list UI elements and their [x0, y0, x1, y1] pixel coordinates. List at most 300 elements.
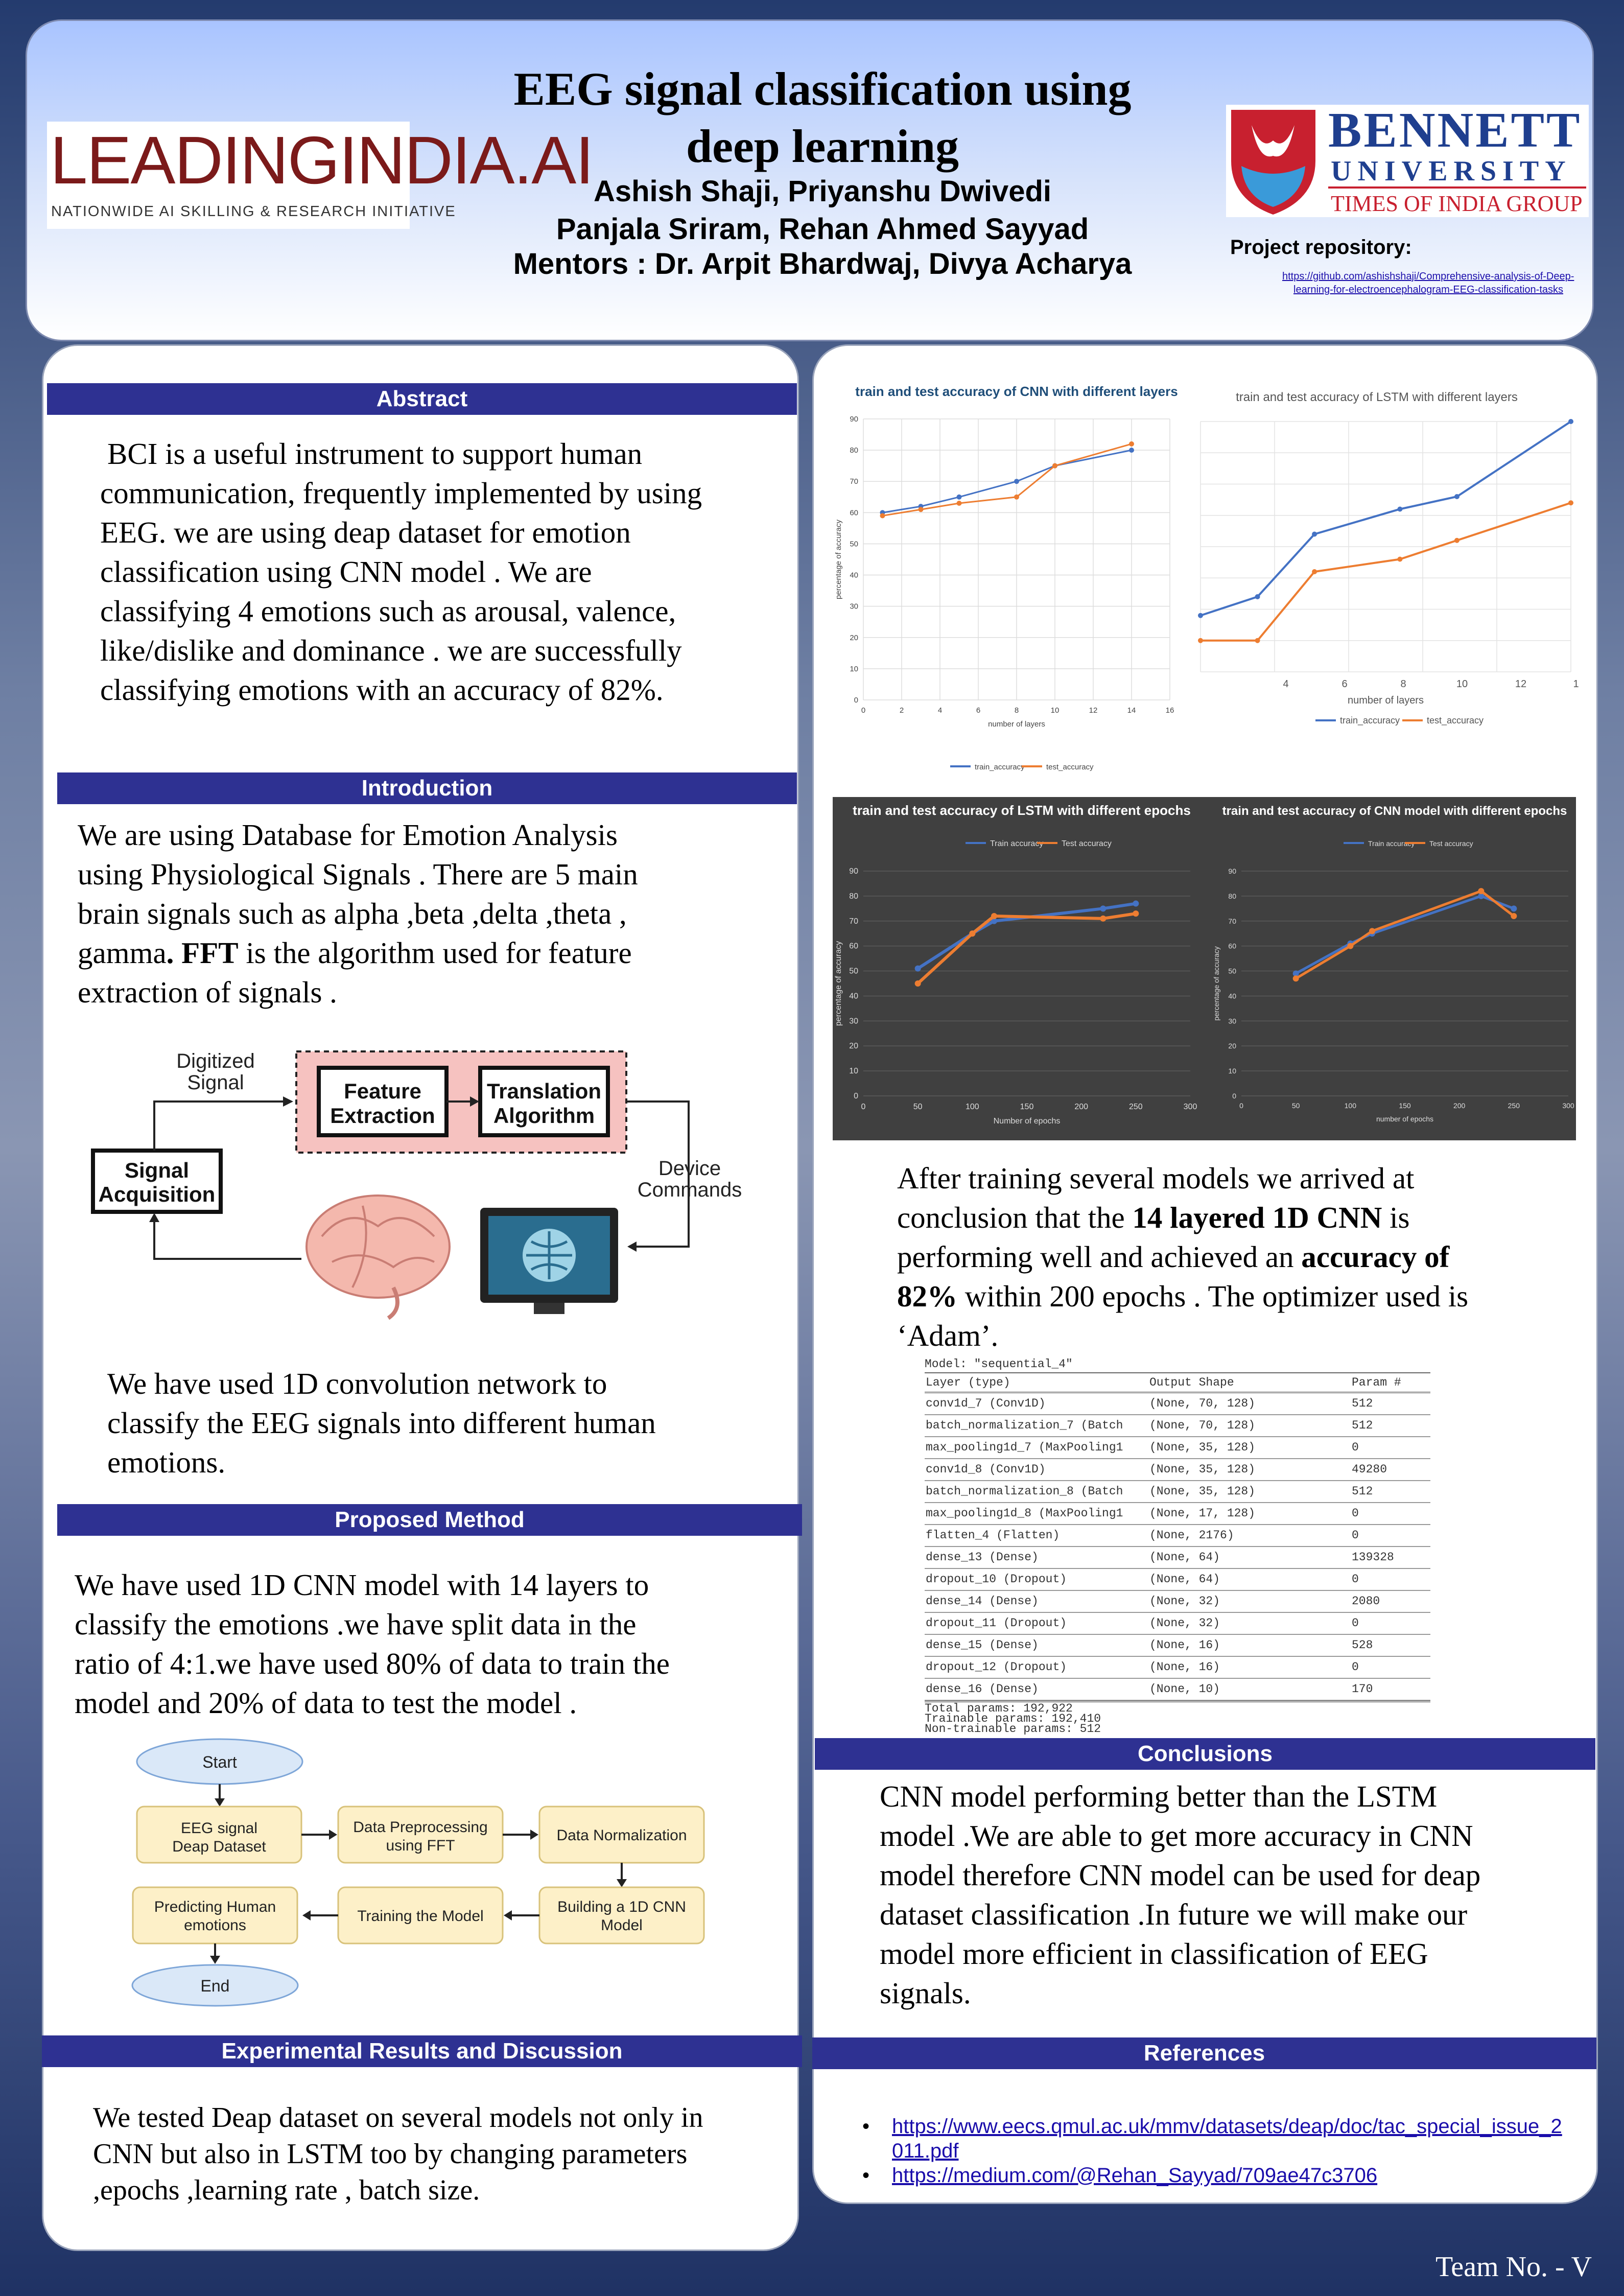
data-point [1255, 638, 1260, 643]
poster-title-line1: EEG signal classification using [513, 63, 1132, 115]
data-point [1014, 495, 1019, 500]
data-point [969, 930, 975, 936]
bennett-crest-icon [1226, 105, 1321, 217]
data-point [1369, 928, 1375, 934]
conv-network-text [107, 1364, 723, 1482]
start-label: Start [202, 1753, 237, 1771]
arrowhead [283, 1096, 293, 1107]
y-tick-label: 50 [850, 540, 858, 549]
x-tick-label: 14 [1127, 706, 1136, 715]
y-tick-label: 40 [849, 992, 858, 1001]
x-tick-label: 150 [1399, 1102, 1411, 1110]
y-axis-label: percentage of accuracy [834, 520, 843, 599]
data-point [1100, 916, 1106, 922]
model-summary-row [925, 1503, 1430, 1525]
experimental-heading: Experimental Results and Discussion [42, 2035, 802, 2067]
data-point [1312, 532, 1317, 537]
preproc-label: Data Preprocessing [353, 1819, 488, 1836]
layer-cell: dropout_10 (Dropout) [926, 1573, 1067, 1586]
params-cell: 0 [1352, 1573, 1359, 1586]
x-tick-label: 12 [1515, 678, 1527, 690]
x-tick-label: 100 [1344, 1102, 1357, 1110]
intro-line: brain signals such as alpha ,beta ,delta ,theta , [78, 897, 627, 930]
y-tick-label: 90 [1228, 867, 1236, 875]
experimental-line: ,epochs ,learning rate , batch size. [93, 2174, 480, 2206]
authors-line1: Ashish Shaji, Priyanshu Dwivedi [593, 175, 1052, 208]
data-point [915, 980, 921, 987]
series-line [1296, 891, 1514, 978]
dataset-label: Deap Dataset [172, 1838, 266, 1855]
total-params: Total params: 192,922 [925, 1702, 1073, 1715]
references-heading: References [812, 2037, 1596, 2069]
x-tick-label: 8 [1014, 706, 1019, 715]
model-summary-row [925, 1415, 1430, 1437]
model-summary-row [925, 1525, 1430, 1547]
results-line [897, 1198, 1557, 1237]
x-tick-label: 16 [1165, 706, 1174, 715]
conv-line: classify the EEG signals into different human [107, 1406, 656, 1440]
device-label: Commands [637, 1179, 742, 1201]
data-point [1198, 613, 1203, 618]
conclusion-line: CNN model performing better than the LSTM [880, 1779, 1438, 1813]
params-cell: 512 [1352, 1419, 1373, 1432]
y-tick-label: 90 [850, 415, 858, 424]
intro-gamma: gamma [78, 936, 167, 970]
y-tick-label: 60 [850, 508, 858, 518]
params-cell: 170 [1352, 1682, 1373, 1696]
reference-link-medium[interactable]: https://medium.com/@Rehan_Sayyad/709ae47c3706 [892, 2164, 1378, 2187]
device-label: Device [658, 1157, 721, 1180]
leadingindia-logo [47, 122, 593, 229]
x-axis-label: number of epochs [1376, 1115, 1434, 1123]
brain-icon [307, 1196, 450, 1318]
experimental-line: We tested Deap dataset on several models not only in [93, 2102, 703, 2134]
legend-label: train_accuracy [975, 763, 1025, 771]
proposed-line: classify the emotions .we have split data in the [75, 1607, 637, 1641]
x-axis-label: number of layers [1348, 695, 1424, 706]
shape-cell: (None, 64) [1149, 1573, 1220, 1586]
conclusion-line: signals. [880, 1976, 971, 2010]
shape-cell: (None, 17, 128) [1149, 1507, 1256, 1520]
data-point [1312, 569, 1317, 574]
results-line: After training several models we arrived at [897, 1161, 1415, 1195]
data-point [1397, 507, 1402, 512]
params-cell: 512 [1352, 1485, 1373, 1498]
conclusion-line: model more efficient in classification of EEG [880, 1937, 1428, 1971]
model-summary-title: Model: "sequential_4" [925, 1357, 1073, 1371]
model-summary [925, 1356, 1430, 1734]
cnn-layers-chart [828, 373, 1185, 782]
x-tick-label: 12 [1089, 706, 1098, 715]
bennett-name: BENNETT [1328, 103, 1582, 158]
legend-label: test_accuracy [1427, 715, 1484, 725]
legend-label: Test accuracy [1429, 839, 1473, 848]
y-tick-label: 10 [1228, 1067, 1236, 1075]
x-tick-label: 100 [965, 1103, 979, 1111]
data-point [1198, 638, 1203, 643]
y-tick-label: 70 [850, 477, 858, 486]
proposed-line: We have used 1D CNN model with 14 layers to [75, 1568, 649, 1602]
abstract-line: classifying 4 emotions such as arousal, valence, [100, 594, 676, 628]
introduction-text [78, 815, 734, 1012]
chart-title: train and test accuracy of LSTM with different layers [1236, 390, 1518, 404]
series-line [1296, 896, 1514, 974]
model-summary-row [925, 1613, 1430, 1635]
bennett-group-text: TIMES OF INDIA GROUP [1331, 191, 1583, 216]
layer-cell: max_pooling1d_8 (MaxPooling1 [926, 1507, 1123, 1520]
mentors: Mentors : Dr. Arpit Bhardwaj, Divya Acharya [513, 247, 1132, 280]
reference-item: • https://www.eecs.qmul.ac.uk/mmv/datasets/deap/doc/tac_special_issue_2 011.pdf [862, 2115, 1562, 2162]
model-summary-totals [925, 1701, 1430, 1734]
y-tick-label: 20 [849, 1042, 858, 1051]
results-bold: 14 layered 1D CNN [1132, 1201, 1382, 1234]
arrow-acq-to-feature [154, 1102, 287, 1151]
x-tick-label: 200 [1074, 1103, 1089, 1111]
data-point [1133, 901, 1139, 907]
x-tick-label: 300 [1562, 1102, 1574, 1110]
feature-label: Feature [344, 1079, 421, 1103]
x-tick-label: 0 [861, 1103, 866, 1111]
conclusions-text [880, 1777, 1545, 2013]
x-tick-label: 250 [1128, 1103, 1143, 1111]
signal-acq-label: Signal [124, 1158, 190, 1182]
method-flowchart [128, 1735, 741, 2011]
y-tick-label: 40 [1228, 992, 1236, 1000]
results-span: within 200 epochs . The optimizer used is [957, 1279, 1469, 1313]
build-label: Model [601, 1917, 643, 1934]
abstract-line: communication, frequently implemented by using [100, 476, 702, 510]
model-summary-row [925, 1569, 1430, 1591]
x-tick-label: 150 [1020, 1103, 1034, 1111]
legend-label: train_accuracy [1340, 715, 1400, 725]
layer-cell: dropout_12 (Dropout) [926, 1660, 1067, 1674]
params-cell: 2080 [1352, 1595, 1380, 1608]
cnn-epochs-chart [1211, 797, 1576, 1140]
data-point [1511, 913, 1517, 919]
x-tick-label: 200 [1453, 1102, 1466, 1110]
data-point [1454, 494, 1460, 499]
y-tick-label: 50 [849, 967, 858, 976]
col-params: Param # [1352, 1376, 1401, 1389]
x-tick-label: 4 [1283, 678, 1289, 690]
arrow-brain-to-acq [154, 1219, 301, 1259]
model-summary-row [925, 1591, 1430, 1613]
x-tick-label: 2 [899, 706, 904, 715]
x-tick-label: 50 [913, 1103, 923, 1111]
logo-tagline: NATIONWIDE AI SKILLING & RESEARCH INITIATIVE [51, 203, 456, 220]
legend-label: test_accuracy [1046, 763, 1094, 771]
shape-cell: (None, 16) [1149, 1660, 1220, 1674]
conclusion-line: model .We are able to get more accuracy in CNN [880, 1819, 1473, 1853]
signal-acq-label: Acquisition [98, 1182, 216, 1206]
layer-cell: conv1d_7 (Conv1D) [926, 1397, 1046, 1410]
shape-cell: (None, 70, 128) [1149, 1419, 1256, 1432]
shape-cell: (None, 35, 128) [1149, 1441, 1256, 1454]
experimental-line: CNN but also in LSTM too by changing parameters [93, 2138, 688, 2170]
chart-title: train and test accuracy of CNN with different layers [855, 384, 1178, 399]
norm-label: Data Normalization [556, 1827, 687, 1844]
y-tick-label: 80 [1228, 892, 1236, 900]
x-tick-label: 300 [1183, 1103, 1197, 1111]
feature-label: Extraction [330, 1104, 435, 1128]
conv-line: We have used 1D convolution network to [107, 1367, 607, 1400]
col-shape: Output Shape [1149, 1376, 1234, 1389]
shape-cell: (None, 16) [1149, 1638, 1220, 1652]
data-point [1347, 943, 1353, 949]
layer-cell: conv1d_8 (Conv1D) [926, 1463, 1046, 1476]
references-list [858, 2114, 1573, 2188]
data-point [1100, 905, 1106, 911]
layer-cell: dropout_11 (Dropout) [926, 1616, 1067, 1630]
params-cell: 0 [1352, 1507, 1359, 1520]
abstract-line: EEG. we are using deap dataset for emotion [100, 516, 631, 549]
results-line [897, 1277, 1557, 1316]
x-tick-label: 0 [1239, 1102, 1243, 1110]
y-tick-label: 20 [1228, 1042, 1236, 1050]
y-axis-label: percentage of accuracy [834, 941, 843, 1026]
layer-cell: dense_13 (Dense) [926, 1551, 1039, 1564]
conclusion-line: dataset classification .In future we will make our [880, 1897, 1468, 1931]
bennett-logo [1226, 105, 1589, 217]
intro-line: using Physiological Signals . There are 5 main [78, 857, 638, 891]
model-summary-row [925, 1635, 1430, 1657]
y-tick-label: 80 [849, 892, 858, 901]
shape-cell: (None, 35, 128) [1149, 1485, 1256, 1498]
shape-cell: (None, 32) [1149, 1616, 1220, 1630]
data-point [880, 513, 885, 518]
shape-cell: (None, 70, 128) [1149, 1397, 1256, 1410]
layer-cell: batch_normalization_7 (Batch [926, 1419, 1123, 1432]
model-summary-row [925, 1657, 1430, 1679]
build-label: Building a 1D CNN [557, 1899, 686, 1915]
y-tick-label: 80 [850, 446, 858, 455]
data-point [915, 966, 921, 972]
arrowhead [627, 1241, 637, 1252]
y-tick-label: 0 [854, 1092, 858, 1100]
model-summary-rows [925, 1393, 1430, 1701]
data-point [1129, 448, 1134, 453]
params-cell: 0 [1352, 1660, 1359, 1674]
data-point [1255, 594, 1260, 599]
x-axis-label: number of layers [988, 720, 1045, 729]
bennett-university: UNIVERSITY [1331, 155, 1572, 187]
monitor-icon [480, 1208, 618, 1314]
params-cell: 139328 [1352, 1551, 1394, 1564]
preproc-label: using FFT [386, 1837, 455, 1854]
authors-line2: Panjala Sriram, Rehan Ahmed Sayyad [556, 213, 1089, 246]
results-span: performing well and achieved an [897, 1240, 1302, 1274]
build-cnn-node [539, 1887, 704, 1943]
params-cell: 528 [1352, 1638, 1373, 1652]
data-point [957, 495, 962, 500]
x-tick-label: 0 [861, 706, 866, 715]
data-point [1014, 479, 1019, 484]
abstract-text [100, 434, 774, 710]
model-summary-row [925, 1437, 1430, 1459]
digitized-label: Signal [187, 1071, 244, 1094]
abstract-line: BCI is a useful instrument to support human [107, 437, 643, 471]
y-tick-label: 10 [850, 664, 858, 673]
data-point [1129, 441, 1134, 447]
introduction-heading: Introduction [57, 772, 797, 804]
y-tick-label: 30 [850, 602, 858, 611]
proposed-text [75, 1565, 745, 1723]
conclusion-line: model therefore CNN model can be used for deap [880, 1858, 1481, 1892]
translation-label: Translation [486, 1079, 602, 1103]
data-point [1052, 463, 1057, 468]
model-summary-row [925, 1679, 1430, 1701]
y-tick-label: 90 [849, 867, 858, 876]
results-text [897, 1159, 1557, 1355]
results-bold: 82% [897, 1279, 957, 1313]
y-tick-label: 20 [850, 633, 858, 642]
x-tick-label: 8 [1400, 678, 1406, 690]
data-point [1454, 538, 1460, 543]
conv-line: emotions. [107, 1445, 226, 1479]
x-tick-label: 4 [937, 706, 943, 715]
translation-label: Algorithm [493, 1104, 595, 1128]
layer-cell: max_pooling1d_7 (MaxPooling1 [926, 1441, 1123, 1454]
legend-label: Test accuracy [1062, 839, 1112, 848]
shape-cell: (None, 32) [1149, 1595, 1220, 1608]
data-point [1478, 888, 1484, 894]
arrowhead [149, 1213, 159, 1222]
y-tick-label: 70 [1228, 917, 1236, 925]
team-number: Team No. - V [1435, 2251, 1592, 2283]
poster-title-line2: deep learning [686, 120, 959, 172]
results-span: conclusion that the [897, 1201, 1133, 1234]
bci-diagram [77, 1032, 771, 1318]
model-summary-header [925, 1372, 1430, 1393]
x-tick-label: 1 [1573, 678, 1579, 690]
series-line [1201, 421, 1571, 616]
col-layer: Layer (type) [926, 1376, 1010, 1389]
y-tick-label: 60 [1228, 942, 1236, 950]
y-tick-label: 0 [1232, 1092, 1236, 1100]
reference-item: • https://medium.com/@Rehan_Sayyad/709ae47c3706 [862, 2164, 1378, 2187]
results-line [897, 1237, 1557, 1277]
chart-title: train and test accuracy of CNN model with different epochs [1222, 804, 1567, 818]
y-tick-label: 30 [849, 1017, 858, 1026]
dataset-label: EEG signal [180, 1820, 258, 1837]
logo-wordmark: LEADINGINDIA.AI [50, 123, 593, 198]
y-tick-label: 50 [1228, 967, 1236, 975]
x-tick-label: 250 [1508, 1102, 1520, 1110]
reference-link-deap[interactable]: https://www.eecs.qmul.ac.uk/mmv/datasets/deap/doc/tac_special_issue_2 011.pdf [892, 2115, 1562, 2162]
y-tick-label: 0 [854, 696, 858, 705]
intro-line: We are using Database for Emotion Analysis [78, 818, 618, 852]
model-summary-row [925, 1393, 1430, 1415]
params-cell: 512 [1352, 1397, 1373, 1410]
layer-cell: dense_14 (Dense) [926, 1595, 1039, 1608]
params-cell: 0 [1352, 1441, 1359, 1454]
digitized-label: Digitized [176, 1050, 255, 1072]
conclusions-heading: Conclusions [815, 1738, 1595, 1770]
data-point [1397, 557, 1402, 562]
x-tick-label: 6 [1341, 678, 1348, 690]
data-point [1293, 975, 1299, 981]
x-tick-label: 50 [1291, 1102, 1300, 1110]
predict-label: Predicting Human [154, 1899, 276, 1915]
legend-label: Train accuracy [990, 839, 1044, 848]
model-summary-row [925, 1547, 1430, 1569]
end-label: End [200, 1977, 230, 1995]
repo-label: Project repository: [1230, 236, 1412, 259]
y-tick-label: 40 [850, 571, 858, 580]
y-tick-label: 10 [849, 1067, 858, 1076]
proposed-method-heading: Proposed Method [57, 1504, 802, 1536]
proposed-line: model and 20% of data to test the model . [75, 1686, 577, 1720]
y-tick-label: 70 [849, 917, 858, 926]
shape-cell: (None, 2176) [1149, 1529, 1234, 1542]
shape-cell: (None, 10) [1149, 1682, 1220, 1696]
predict-label: emotions [184, 1917, 246, 1934]
non-trainable-params: Non-trainable params: 512 [925, 1722, 1101, 1736]
chart-title: train and test accuracy of LSTM with different epochs [853, 803, 1191, 818]
series-line [918, 904, 1136, 969]
y-tick-label: 30 [1228, 1017, 1236, 1025]
model-summary-row [925, 1459, 1430, 1481]
data-point [1133, 910, 1139, 917]
layer-cell: dense_16 (Dense) [926, 1682, 1039, 1696]
predict-node [133, 1887, 297, 1943]
train-label: Training the Model [357, 1908, 484, 1925]
layer-cell: dense_15 (Dense) [926, 1638, 1039, 1652]
intro-line [78, 933, 734, 973]
abstract-heading: Abstract [47, 383, 797, 415]
x-tick-label: 10 [1050, 706, 1060, 715]
data-point [957, 501, 962, 506]
params-cell: 49280 [1352, 1463, 1387, 1476]
data-point [1511, 905, 1517, 911]
x-axis-label: Number of epochs [993, 1117, 1061, 1126]
data-point [919, 507, 924, 512]
results-line: ‘Adam’. [897, 1319, 999, 1352]
proposed-line: ratio of 4:1.we have used 80% of data to train the [75, 1647, 670, 1680]
data-point [1568, 419, 1573, 424]
abstract-line: like/dislike and dominance . we are successfully [100, 634, 682, 667]
lstm-layers-chart [1198, 378, 1579, 746]
y-axis-label: percentage of accuracy [1212, 946, 1220, 1021]
shape-cell: (None, 35, 128) [1149, 1463, 1256, 1476]
trainable-params: Trainable params: 192,410 [925, 1712, 1101, 1725]
abstract-line: classification using CNN model . We are [100, 555, 592, 589]
legend-label: Train accuracy [1368, 839, 1415, 848]
experimental-text [93, 2100, 745, 2209]
lstm-epochs-chart [833, 797, 1211, 1140]
intro-fft: . FFT [166, 936, 239, 970]
series-line [1201, 503, 1571, 641]
x-tick-label: 6 [976, 706, 981, 715]
abstract-line: classifying emotions with an accuracy of 82%. [100, 673, 664, 707]
shape-cell: (None, 64) [1149, 1551, 1220, 1564]
y-tick-label: 60 [849, 942, 858, 951]
params-cell: 0 [1352, 1616, 1359, 1630]
results-span: is [1382, 1201, 1410, 1234]
data-point [1568, 500, 1573, 505]
intro-line: extraction of signals . [78, 975, 337, 1009]
intro-line4-rest: is the algorithm used for feature [238, 936, 632, 970]
data-point [991, 913, 997, 919]
x-tick-label: 10 [1456, 678, 1468, 690]
params-cell: 0 [1352, 1529, 1359, 1542]
layer-cell: batch_normalization_8 (Batch [926, 1485, 1123, 1498]
repo-link-line2[interactable]: learning-for-electroencephalogram-EEG-classification-tasks [1293, 284, 1563, 295]
results-bold: accuracy of [1301, 1240, 1450, 1274]
model-summary-row [925, 1481, 1430, 1503]
layer-cell: flatten_4 (Flatten) [926, 1529, 1060, 1542]
repo-link-line1[interactable]: https://github.com/ashishshaji/Comprehensive-analysis-of-Deep- [1282, 271, 1574, 282]
